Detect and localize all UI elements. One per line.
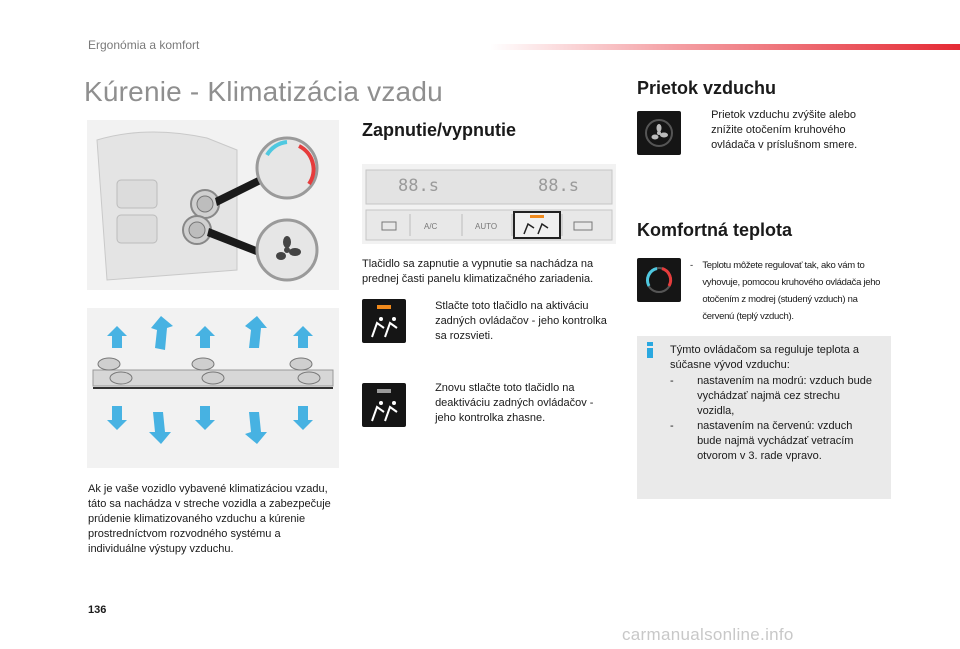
rear-ac-button-on [362,299,406,343]
onoff-heading: Zapnutie/vypnutie [362,120,517,140]
info-icon [647,342,653,358]
header-accent-bar [490,44,960,50]
step2-text [418,381,618,426]
comfort-heading: Komfortná teplota [637,220,792,240]
airflow-heading: Prietok vzduchu [637,78,777,98]
temperature-knob-image [637,258,681,302]
left-description: Ak je vaše vozidlo vybavené klimatizáciou vzadu, táto sa nachádza v streche vozidla a zabezpečuje prúdenie klimatizovaného vzduchu a kúrenie prostredníctvom rozvodného systému a individuálne výstupy vzduchu. [88,483,331,555]
front-ac-panel-illustration [362,164,616,244]
info-item-2 [670,419,884,464]
info-item-2-text: nastavením na červenú: vzduch bude najmä vychádzať vetracím otvorom v 3. rade vpravo. [697,420,854,462]
indicator-light-off-icon [377,389,391,393]
step2-content: Znovu stlačte toto tlačidlo na deaktiváciu zadných ovládačov - jeho kontrolka zhasne. [435,382,594,424]
info-intro: Týmto ovládačom sa reguluje teplota a súčasne vývod vzduchu: [670,344,859,371]
comfort-dash: - [690,260,693,271]
panel-display-right: 88.s [538,176,579,196]
rear-ac-button-off [362,383,406,427]
airflow-text [694,108,894,153]
airflow-knob-image [637,111,681,155]
onoff-intro: Tlačidlo sa zapnutie a vypnutie sa nachádza na prednej časti panelu klimatizačného zariadenia. [362,258,594,285]
info-item-1-text: nastavením na modrú: vzduch bude vychádzať najmä cez strechu vozidla, [697,375,872,417]
info-box [637,336,891,499]
indicator-light-on-icon [377,305,391,309]
section-label: Ergonómia a komfort [88,38,200,52]
info-item-1 [670,374,884,419]
panel-display-left: 88.s [398,176,439,196]
panel-auto-label: AUTO [475,222,498,231]
roof-vents-illustration [87,308,339,468]
step1-content: Stlačte toto tlačidlo na aktiváciu zadných ovládačov - jeho kontrolka sa rozsvieti. [435,300,607,342]
info-item-1-dash: - [670,375,674,387]
roof-console-illustration [87,120,339,290]
watermark: carmanualsonline.info [622,625,794,644]
step1-text [418,299,618,344]
page-number: 136 [88,604,107,616]
info-item-2-dash: - [670,420,674,432]
airflow-content: Prietok vzduchu zvýšite alebo znížite otočením kruhového ovládača v príslušnom smere. [711,109,858,151]
rear-seat-airflow-icon [368,397,400,423]
fan-icon [643,117,675,149]
comfort-text [690,257,895,325]
temperature-dial-icon [643,264,675,296]
panel-ac-label: A/C [424,222,438,231]
rear-seat-airflow-icon [368,313,400,339]
page-title: Kúrenie - Klimatizácia vzadu [84,76,443,107]
comfort-content: Teplotu môžete regulovať tak, ako vám to vyhovuje, pomocou kruhového ovládača jeho otočením z modrej (studený vzduch) na červenú (teplý vzduch). [702,260,881,322]
